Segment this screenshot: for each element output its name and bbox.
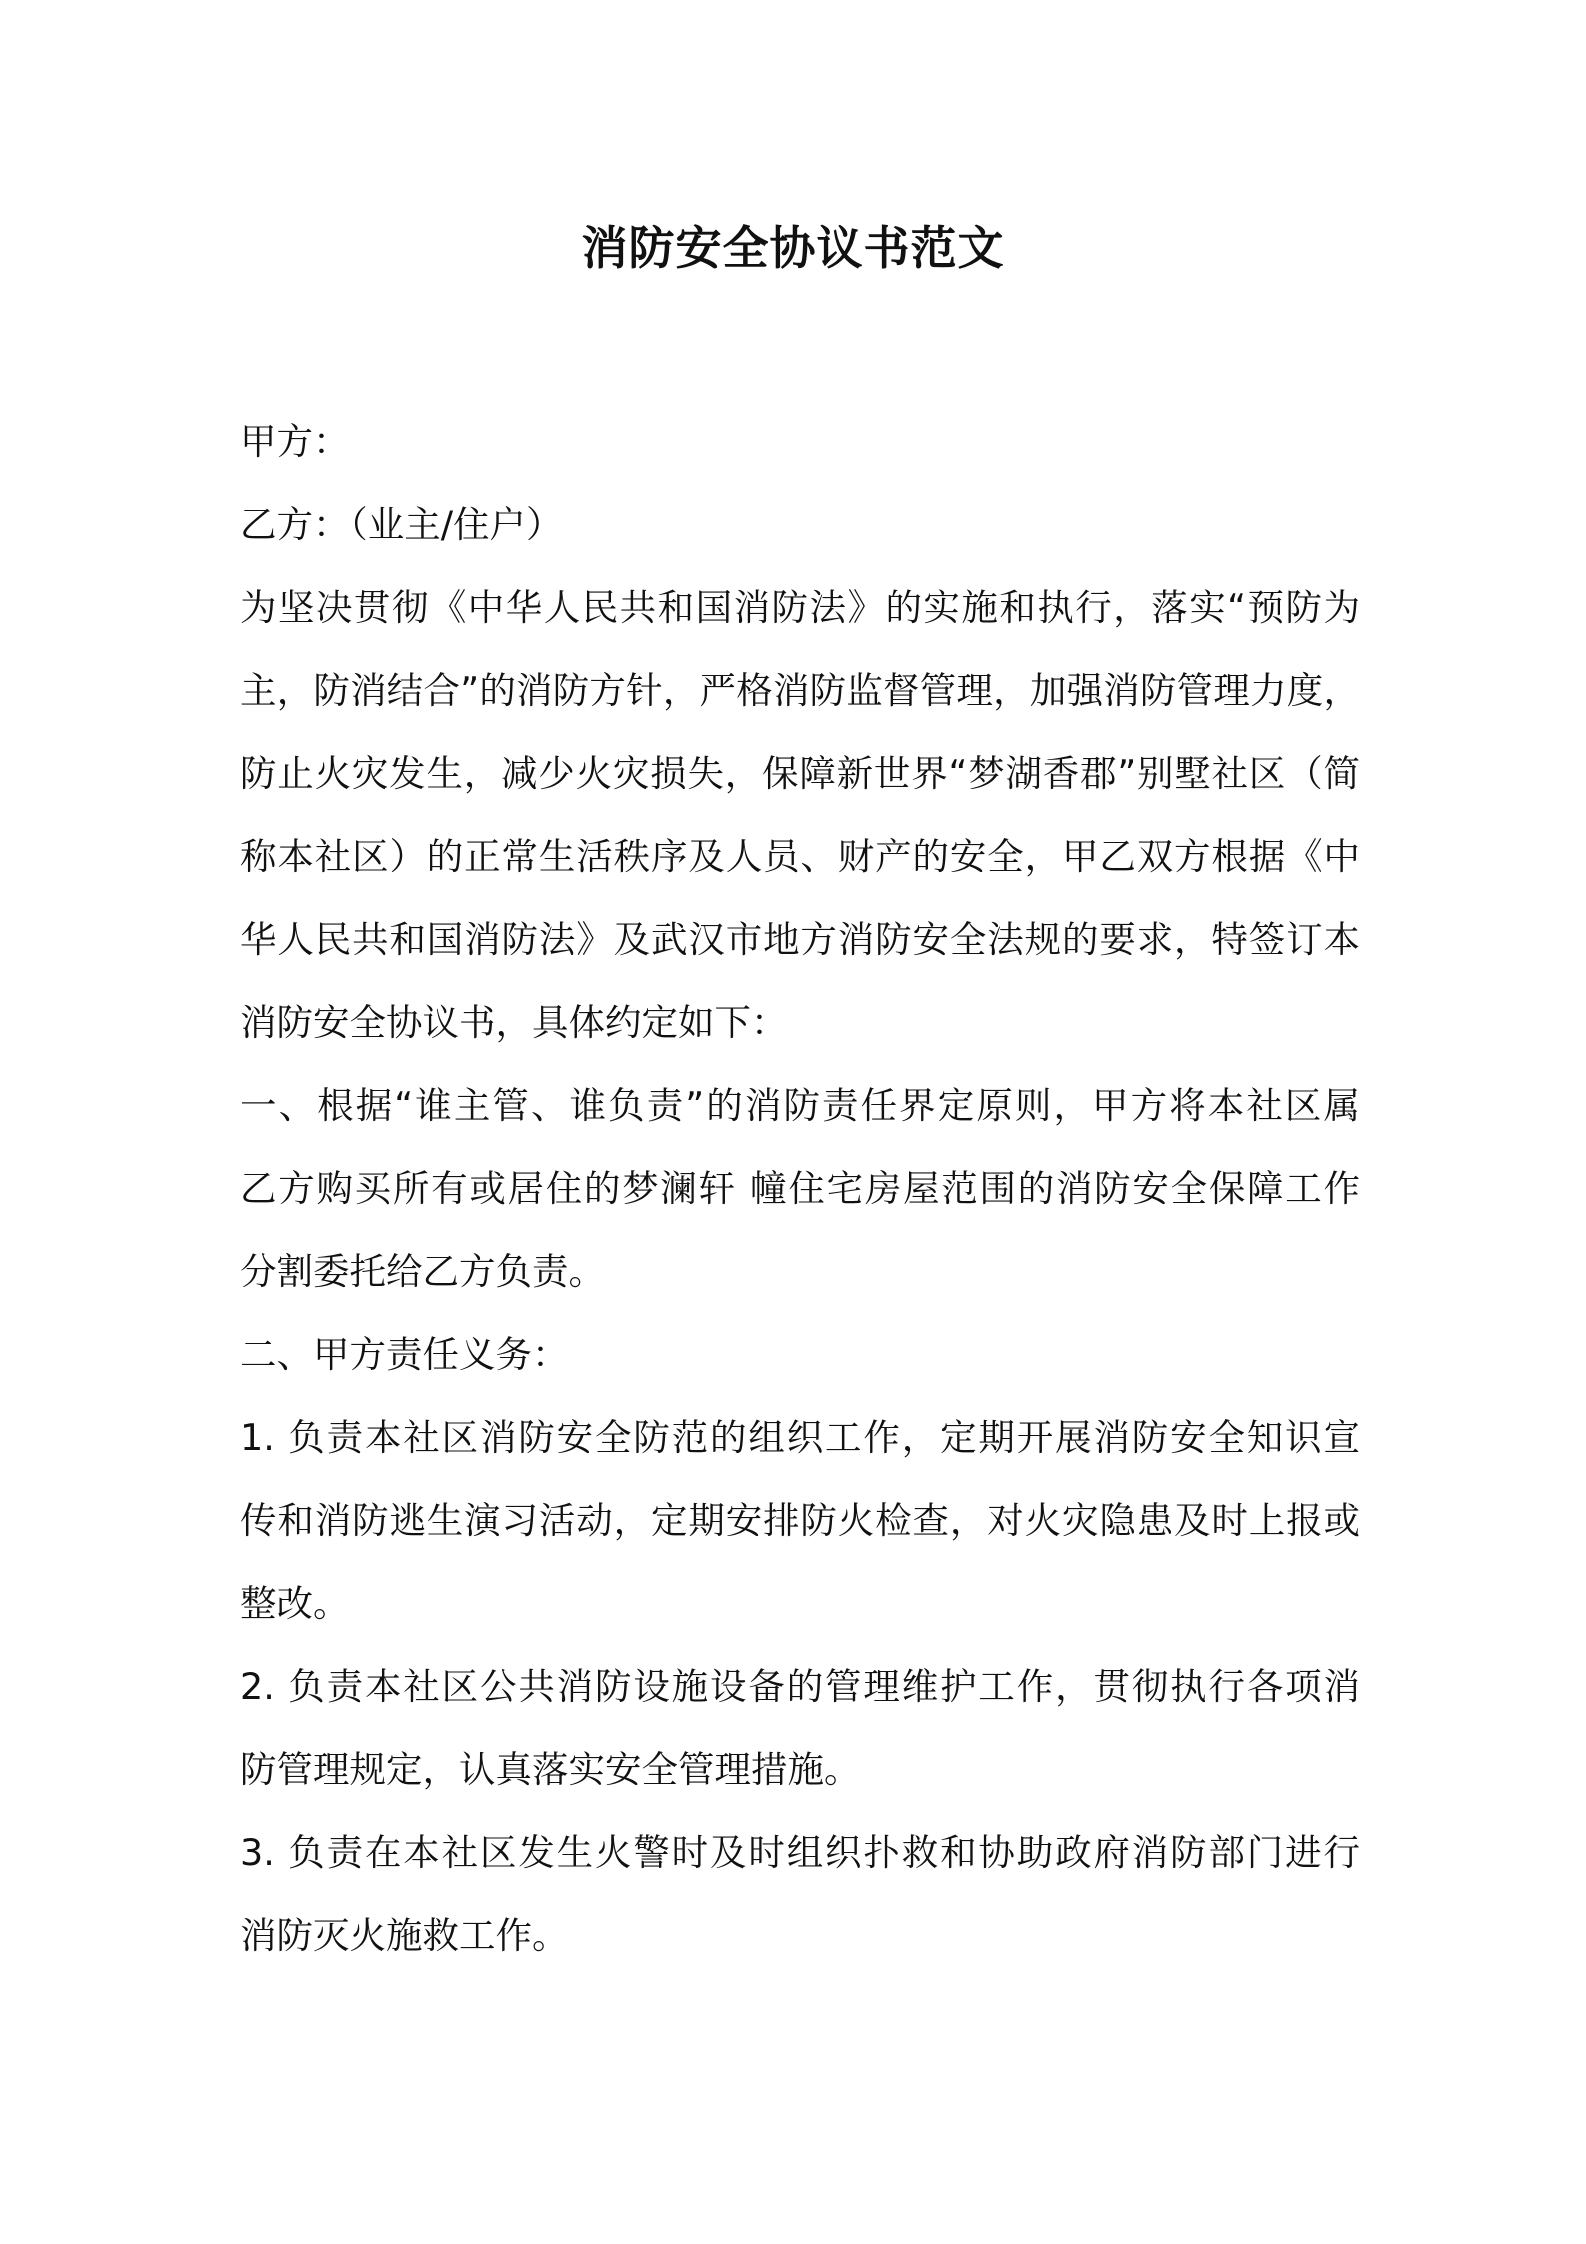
clause-1-line: 1. 负责本社区消防安全防范的组织工作，定期开展消防安全知识宣 <box>240 1416 1360 1459</box>
preamble-line: 主，防消结合”的消防方针，严格消防监督管理，加强消防管理力度， <box>240 669 1360 712</box>
preamble-line: 防止火灾发生，减少火灾损失，保障新世界“梦湖香郡”别墅社区（简 <box>240 752 1360 795</box>
section-one-line: 一、根据“谁主管、谁负责”的消防责任界定原则，甲方将本社区属 <box>240 1084 1360 1127</box>
party-b-line: 乙方：（业主/住户） <box>240 503 563 546</box>
preamble-line: 为坚决贯彻《中华人民共和国消防法》的实施和执行，落实“预防为 <box>240 586 1360 629</box>
clause-3-line: 消防灭火施救工作。 <box>240 1914 569 1957</box>
preamble-line: 华人民共和国消防法》及武汉市地方消防安全法规的要求，特签订本 <box>240 918 1360 961</box>
document-body <box>240 400 1360 1977</box>
section-one-line: 分割委托给乙方负责。 <box>240 1250 605 1293</box>
party-a-line: 甲方： <box>240 420 350 463</box>
clause-3-line: 3. 负责在本社区发生火警时及时组织扑救和协助政府消防部门进行 <box>240 1831 1360 1874</box>
clause-1-line: 传和消防逃生演习活动，定期安排防火检查，对火灾隐患及时上报或 <box>240 1499 1360 1542</box>
preamble-line: 消防安全协议书，具体约定如下： <box>240 1001 788 1044</box>
clause-2-line: 2. 负责本社区公共消防设施设备的管理维护工作，贯彻执行各项消 <box>240 1665 1360 1708</box>
preamble-line: 称本社区）的正常生活秩序及人员、财产的安全，甲乙双方根据《中 <box>240 835 1360 878</box>
document-title: 消防安全协议书范文 <box>581 221 1005 275</box>
section-one-line: 乙方购买所有或居住的梦澜轩 幢住宅房屋范围的消防安全保障工作 <box>240 1167 1360 1210</box>
clause-2-line: 防管理规定，认真落实安全管理措施。 <box>240 1748 861 1791</box>
section-two-heading: 二、甲方责任义务： <box>240 1333 569 1376</box>
clause-1-line: 整改。 <box>240 1582 350 1625</box>
